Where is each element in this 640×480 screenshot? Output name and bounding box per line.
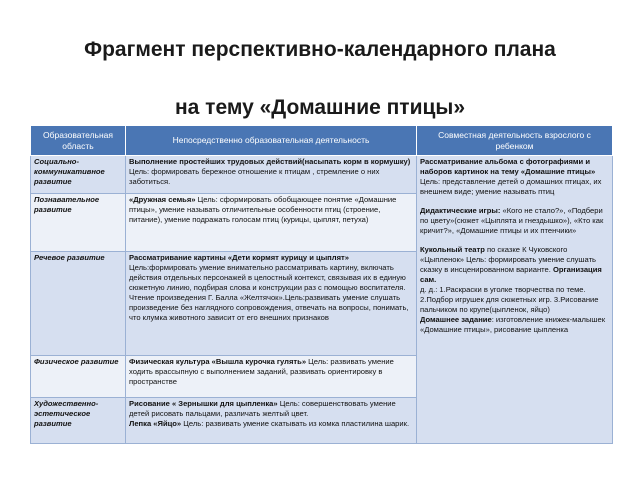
activity-title: Физическая культура «Вышла курочка гулять» [129, 357, 307, 366]
activity-goal-2: Цель: развивать умение скатывать из комка пластилина шарик. [181, 419, 410, 428]
activity-title-2: Лепка «Яйцо» [129, 419, 182, 428]
header-direct-activity: Непосредственно образовательная деятельность [126, 126, 417, 156]
activity-cell [126, 398, 417, 444]
activity-title: Рассматривание картины «Дети кормят курицу и цыплят» [129, 253, 349, 262]
joint-theatre-goal: по сказке К Чуковского «Цыпленок» Цель: формировать умение слушать сказку в инсценированном варианте. [420, 245, 597, 274]
table-header-row [31, 126, 613, 156]
joint-self-org-title: Организация сам. [420, 265, 602, 284]
activity-cell [126, 194, 417, 252]
joint-homework-title: Домашнее задание [420, 315, 492, 324]
joint-games-list: «Кого не стало?», «Подбери по цвету»(сюжет «Цыплята и гнездышко»), «Кто как кричит?», «Домашние птицы и их птенчики» [420, 206, 604, 235]
area-cell: Социально-коммуникативное развитие [31, 156, 126, 194]
joint-games-title: Дидактические игры: [420, 206, 501, 215]
activity-title: Рисование « Зернышки для цыпленка» [129, 399, 278, 408]
activity-goal: Цель: формировать бережное отношение к птицам , стремление о них заботиться. [129, 167, 380, 186]
activity-goal: Цель: развивать умение ходить врассыпную с выполнением заданий, развивать ориентировку в пространстве [129, 357, 394, 386]
activity-goal: Цель:формировать умение внимательно рассматривать картину, включать действия отдельных персонажей в целостный контекст, связывая их в единую сюжетную линию, подбирая слова и конструкции раз с помощью воспитателя. Чтение произведения Г. Балла «Желтячок».Цель:развивать умение слушать произведение без наглядного сопровождения, отвечать на вопросы, понимать, что клумка животного зависит от его внешних признаков [129, 263, 409, 322]
header-area: Образовательная область [31, 126, 126, 156]
activity-title: Выполнение простейших трудовых действий(насыпать корм в кормушку) [129, 157, 411, 166]
area-cell: Художественно-эстетическое развитие [31, 398, 126, 444]
joint-homework-text: : изготовление книжек-малышек «Домашние птицы», рисование цыпленка [420, 315, 606, 334]
joint-album-goal: Цель: представление детей о домашних птицах, их внешнем виде; умение называть птиц [420, 177, 602, 196]
area-cell: Познавательное развитие [31, 194, 126, 252]
joint-theatre [420, 245, 609, 285]
joint-theatre-title: Кукольный театр [420, 245, 485, 254]
activity-goal: Цель: совершенствовать умение детей рисовать пальцами, различать желтый цвет. [129, 399, 396, 418]
joint-album-title: Рассматривание альбома с фотографиями и наборов картинок на тему «Домашние птицы» [420, 157, 596, 176]
joint-homework [420, 315, 609, 335]
area-cell: Физическое развитие [31, 356, 126, 398]
joint-self-activity: д. д.: 1.Раскраски в уголке творчества по теме. 2.Подбор игрушек для сюжетных игр. 3.Рисование пальчиком по крупе(цыпленок, яйцо) [420, 285, 599, 314]
area-cell: Речевое развитие [31, 252, 126, 356]
activity-cell [126, 356, 417, 398]
activity-cell [126, 156, 417, 194]
joint-activity-cell [417, 156, 613, 444]
header-joint-activity: Совместная деятельность взрослого с ребенком [417, 126, 613, 156]
table-row [31, 156, 613, 194]
activity-goal: Цель: сформировать обобщающее понятие «Домашние птицы», умение называть отличительные особенности птиц (строение, питание), умение подражать голосам птиц (курицы, цыплят, петуха) [129, 195, 397, 224]
page-title-line2: на тему «Домашние птицы» [174, 96, 466, 119]
activity-title: «Дружная семья» [129, 195, 196, 204]
plan-table [30, 125, 613, 444]
activity-cell [126, 252, 417, 356]
joint-album [420, 157, 609, 197]
joint-games [420, 206, 609, 236]
page-title-line1: Фрагмент перспективно-календарного плана [84, 38, 556, 61]
